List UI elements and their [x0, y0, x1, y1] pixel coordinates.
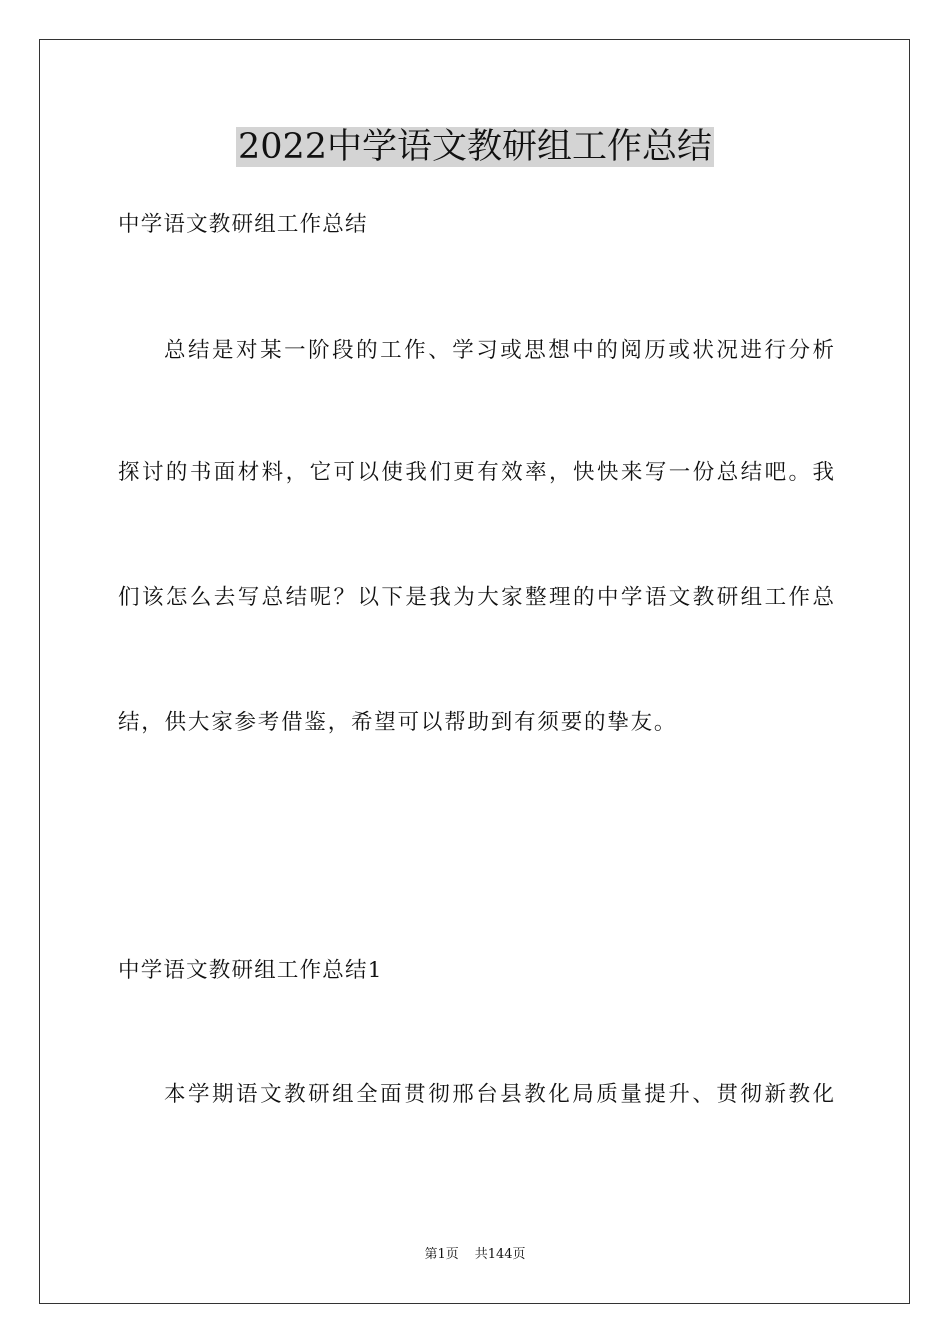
intro-paragraph-line: 探讨的书面材料，它可以使我们更有效率，快快来写一份总结吧。我	[118, 460, 834, 485]
section-paragraph-line: 本学期语文教研组全面贯彻邢台县教化局质量提升、贯彻新教化	[164, 1082, 834, 1107]
page-total: 共144页	[474, 1247, 526, 1262]
intro-paragraph-line: 总结是对某一阶段的工作、学习或思想中的阅历或状况进行分析	[164, 338, 834, 363]
page-footer	[0, 1246, 950, 1264]
document-subtitle: 中学语文教研组工作总结	[118, 212, 368, 237]
intro-paragraph-line: 结，供大家参考借鉴，希望可以帮助到有须要的挚友。	[118, 710, 678, 735]
intro-paragraph-line: 们该怎么去写总结呢？以下是我为大家整理的中学语文教研组工作总	[118, 585, 834, 610]
document-title-text: 2022中学语文教研组工作总结	[237, 127, 713, 167]
document-title	[0, 124, 950, 170]
section-heading: 中学语文教研组工作总结1	[118, 958, 383, 983]
page-number: 第1页	[424, 1247, 459, 1262]
